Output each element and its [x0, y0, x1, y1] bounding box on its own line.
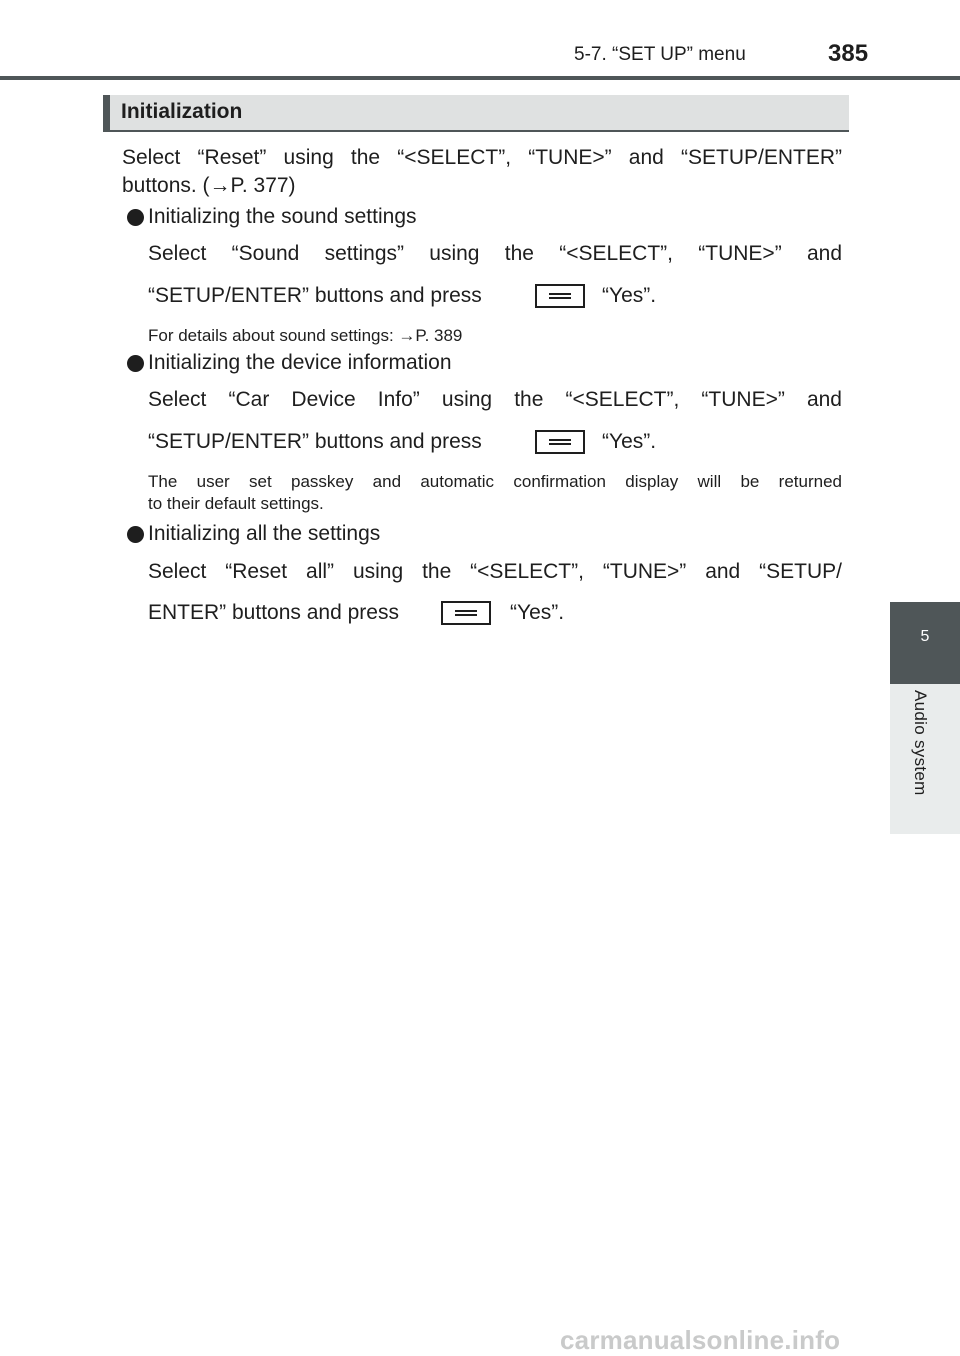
bullet-icon [127, 209, 144, 226]
item-device-line-2-end: “Yes”. [602, 430, 657, 453]
item-device-note-line-2: to their default settings. [148, 494, 324, 513]
site-watermark: carmanualsonline.info [560, 1325, 841, 1355]
setup-enter-button-icon [535, 284, 585, 308]
chapter-number: 5 [920, 628, 930, 645]
header-divider [0, 76, 960, 80]
item-sound-line-1: Select “Sound settings” using the “<SELECT”, “TUNE>” and [148, 242, 842, 265]
setup-enter-button-icon [441, 601, 491, 625]
item-heading-all: Initializing all the settings [148, 522, 381, 545]
bullet-icon [127, 355, 144, 372]
item-all-line-2-end: “Yes”. [510, 601, 565, 624]
intro-line-2: buttons. (→P. 377) [122, 174, 296, 197]
item-all-line-2-start: ENTER” buttons and press [148, 601, 399, 624]
chapter-label: Audio system [911, 690, 930, 796]
section-title: Initialization [121, 100, 243, 123]
item-heading-sound: Initializing the sound settings [148, 205, 417, 228]
item-sound-line-2-start: “SETUP/ENTER” buttons and press [148, 284, 482, 307]
item-device-line-1: Select “Car Device Info” using the “<SELECT”, “TUNE>” and [148, 388, 842, 411]
item-sound-note: For details about sound settings: →P. 389 [148, 326, 463, 345]
bullet-icon [127, 526, 144, 543]
section-heading-bar [103, 95, 849, 132]
section-heading-accent [103, 95, 110, 132]
item-device-note-line-1: The user set passkey and automatic confirmation display will be returned [148, 472, 842, 491]
page-number: 385 [828, 40, 869, 67]
item-heading-device: Initializing the device information [148, 351, 452, 374]
item-all-line-1: Select “Reset all” using the “<SELECT”, “TUNE>” and “SETUP/ [148, 560, 842, 583]
item-sound-line-2-end: “Yes”. [602, 284, 657, 307]
intro-line-1: Select “Reset” using the “<SELECT”, “TUNE>” and “SETUP/ENTER” [122, 146, 842, 169]
setup-enter-button-icon [535, 430, 585, 454]
chapter-tab [890, 602, 960, 684]
running-header-title: 5-7. “SET UP” menu [574, 44, 746, 65]
item-device-line-2-start: “SETUP/ENTER” buttons and press [148, 430, 482, 453]
